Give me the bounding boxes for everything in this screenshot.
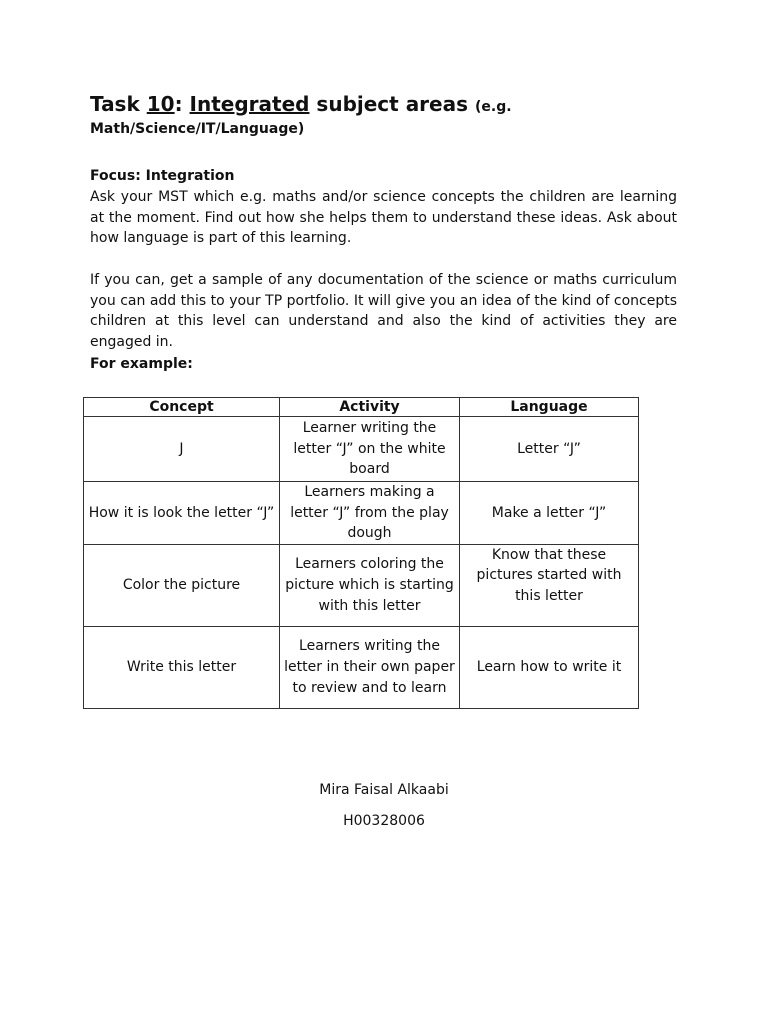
focus-heading: Focus: Integration [90,168,235,184]
table-row [84,626,639,708]
title-rest: subject areas [309,92,475,116]
header-activity: Activity [280,398,460,417]
language-cell: Letter “J” [460,417,639,482]
integrated-word: Integrated [189,92,310,116]
paragraph-2: If you can, get a sample of any documentation of the science or maths curriculum you can add this to your TP portfolio. It will give you an idea of the kind of concepts children at this level can understand and also the kind of activities they are engaged in. [90,272,677,351]
task-subtitle: Math/Science/IT/Language) [90,121,305,137]
table-row [84,417,639,482]
concept-cell: Color the picture [84,544,280,626]
concept-cell: Write this letter [84,626,280,708]
activity-cell: Learner writing the letter “J” on the white board [280,417,460,482]
task-title [90,90,690,121]
language-cell: Know that these pictures started with this letter [460,544,639,626]
task-number: 10 [146,92,175,116]
concept-cell: How it is look the letter “J” [84,482,280,545]
activity-cell: Learners making a letter “J” from the play dough [280,482,460,545]
header-language: Language [460,398,639,417]
for-example-label: For example: [90,356,193,372]
title-eg: (e.g. [474,99,512,115]
language-cell: Learn how to write it [460,626,639,708]
concept-cell: J [84,417,280,482]
table-header-row [84,398,639,417]
activity-cell: Learners writing the letter in their own paper to review and to learn [280,626,460,708]
student-id: H00328006 [343,813,425,829]
header-concept: Concept [84,398,280,417]
task-word: Task [90,92,147,116]
table-row [84,544,639,626]
title-colon: : [174,92,190,116]
table-row [84,482,639,545]
author-name: Mira Faisal Alkaabi [319,782,449,798]
activity-cell: Learners coloring the picture which is starting with this letter [280,544,460,626]
paragraph-1: Ask your MST which e.g. maths and/or science concepts the children are learning at the moment. Find out how she helps them to understand these ideas. Ask about how language is part of this learning. [90,189,677,247]
language-cell: Make a letter “J” [460,482,639,545]
example-table [83,397,639,709]
